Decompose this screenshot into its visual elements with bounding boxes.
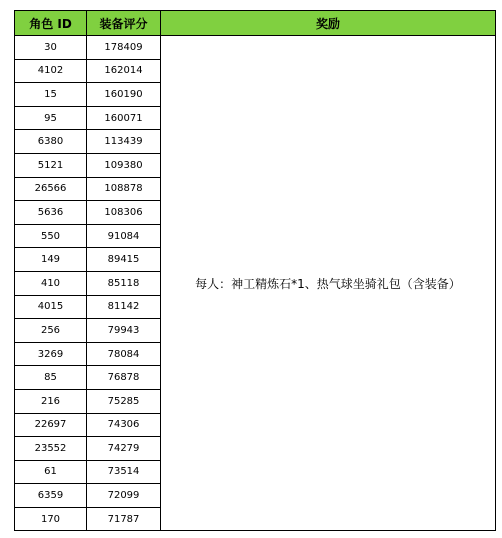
- ranking-table: [14, 10, 496, 531]
- score-cell: 81142: [87, 295, 161, 319]
- role-id-cell: 6359: [15, 484, 87, 508]
- role-id-cell: 4015: [15, 295, 87, 319]
- header-reward: 奖励: [161, 11, 496, 36]
- score-cell: 160190: [87, 83, 161, 107]
- header-role-id: 角色 ID: [15, 11, 87, 36]
- table-row: [15, 36, 496, 60]
- table-body: [15, 36, 496, 531]
- role-id-cell: 15: [15, 83, 87, 107]
- score-cell: 74306: [87, 413, 161, 437]
- score-cell: 108306: [87, 201, 161, 225]
- role-id-cell: 170: [15, 507, 87, 531]
- score-cell: 85118: [87, 271, 161, 295]
- score-cell: 76878: [87, 366, 161, 390]
- score-cell: 108878: [87, 177, 161, 201]
- role-id-cell: 5636: [15, 201, 87, 225]
- role-id-cell: 22697: [15, 413, 87, 437]
- score-cell: 79943: [87, 319, 161, 343]
- role-id-cell: 26566: [15, 177, 87, 201]
- score-cell: 71787: [87, 507, 161, 531]
- role-id-cell: 410: [15, 271, 87, 295]
- reward-cell: 每人：神工精炼石*1、热气球坐骑礼包（含装备）: [161, 36, 496, 531]
- score-cell: 75285: [87, 389, 161, 413]
- score-cell: 160071: [87, 106, 161, 130]
- score-cell: 74279: [87, 437, 161, 461]
- role-id-cell: 30: [15, 36, 87, 60]
- score-cell: 113439: [87, 130, 161, 154]
- role-id-cell: 256: [15, 319, 87, 343]
- role-id-cell: 95: [15, 106, 87, 130]
- header-row: [15, 11, 496, 36]
- role-id-cell: 216: [15, 389, 87, 413]
- score-cell: 72099: [87, 484, 161, 508]
- role-id-cell: 5121: [15, 153, 87, 177]
- score-cell: 78084: [87, 342, 161, 366]
- role-id-cell: 550: [15, 224, 87, 248]
- role-id-cell: 6380: [15, 130, 87, 154]
- role-id-cell: 61: [15, 460, 87, 484]
- role-id-cell: 4102: [15, 59, 87, 83]
- score-cell: 91084: [87, 224, 161, 248]
- role-id-cell: 23552: [15, 437, 87, 461]
- role-id-cell: 149: [15, 248, 87, 272]
- score-cell: 73514: [87, 460, 161, 484]
- score-cell: 162014: [87, 59, 161, 83]
- score-cell: 178409: [87, 36, 161, 60]
- header-score: 装备评分: [87, 11, 161, 36]
- role-id-cell: 85: [15, 366, 87, 390]
- score-cell: 109380: [87, 153, 161, 177]
- role-id-cell: 3269: [15, 342, 87, 366]
- score-cell: 89415: [87, 248, 161, 272]
